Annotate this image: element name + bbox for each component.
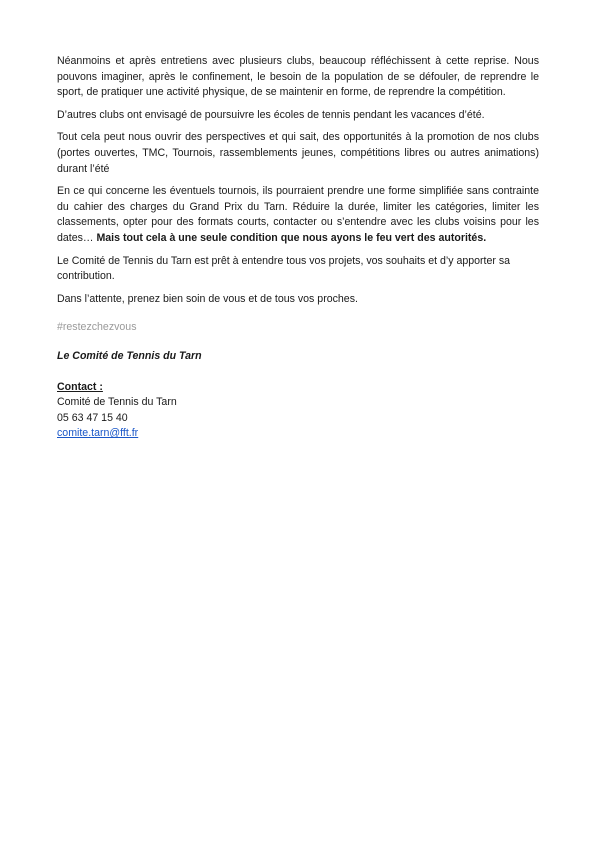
paragraph-tournois	[57, 184, 539, 246]
contact-heading: Contact :	[57, 380, 103, 393]
contact-name: Comité de Tennis du Tarn	[57, 396, 177, 409]
tournois-condition-bold: Mais tout cela à une seule condition que nous ayons le feu vert des autorités.	[96, 231, 487, 244]
paragraph-reprise: Néanmoins et après entretiens avec plusieurs clubs, beaucoup réfléchissent à cette reprise. Nous pouvons imaginer, après le confinement, le besoin de la population de se défouler, de reprendre le sport, de pratiquer une activité physique, de se maintenir en forme, de reprendre la compétition.	[57, 55, 539, 99]
tournois-text: En ce qui concerne les éventuels tournois, ils pourraient prendre une forme simplifiée sans contrainte du cahier des charges du Grand Prix du Tarn. Réduire la durée, limiter les catégories, limiter les classements, opter pour des formats courts, contacter ou s’entendre avec les clubs voisins pour les dates…	[57, 185, 539, 244]
paragraph-ecoles-tennis: D’autres clubs ont envisagé de poursuivre les écoles de tennis pendant les vacances d’été.	[57, 108, 485, 121]
document-page	[57, 54, 539, 442]
paragraph-perspectives: Tout cela peut nous ouvrir des perspectives et qui sait, des opportunités à la promotion de nos clubs (portes ouvertes, TMC, Tournois, rassemblements jeunes, compétitions libres ou autres animations) durant l’été	[57, 131, 539, 175]
signature: Le Comité de Tennis du Tarn	[57, 349, 202, 362]
contact-email-link[interactable]: comite.tarn@fft.fr	[57, 427, 139, 440]
paragraph-comite-projets: Le Comité de Tennis du Tarn est prêt à entendre tous vos projets, vos souhaits et d’y apporter sa contribution.	[57, 254, 511, 283]
paragraph-attente: Dans l’attente, prenez bien soin de vous et de tous vos proches.	[57, 292, 358, 305]
contact-phone: 05 63 47 15 40	[57, 411, 128, 424]
hashtag: #restezchezvous	[57, 321, 137, 334]
